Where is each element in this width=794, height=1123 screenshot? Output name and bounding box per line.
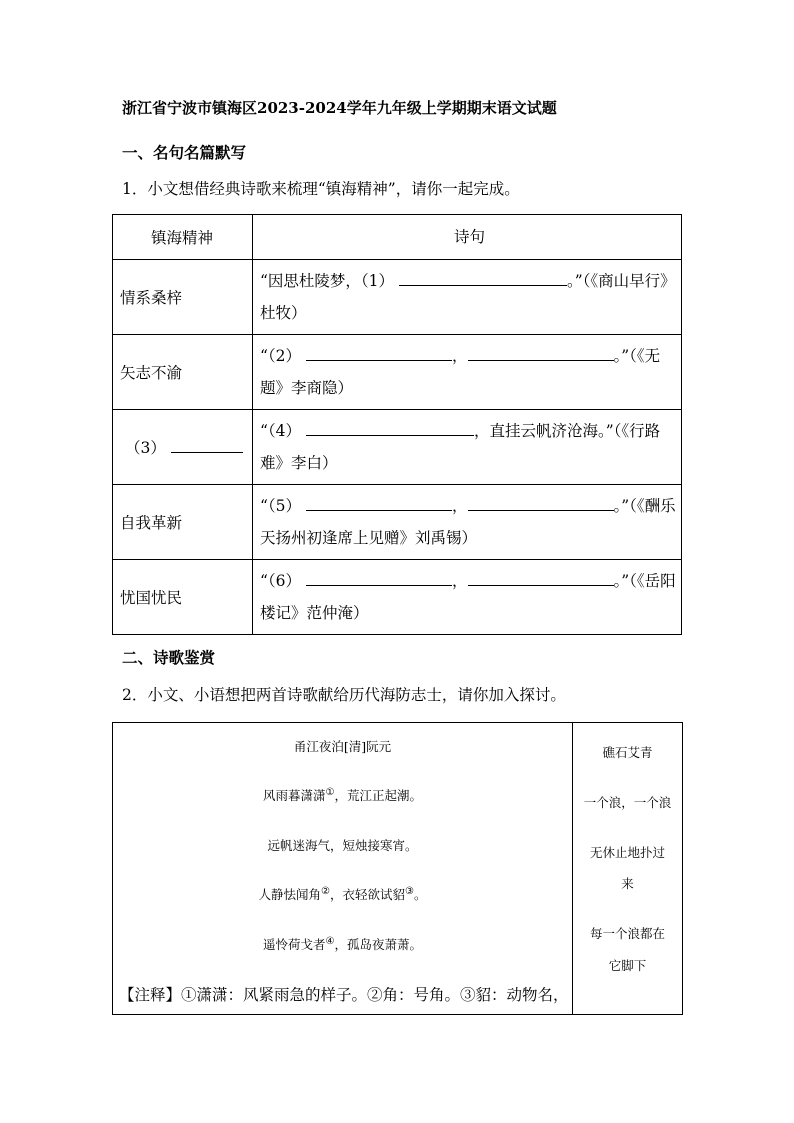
answer-blank-1[interactable]	[399, 269, 567, 286]
footnote-mark: ④	[325, 935, 335, 947]
footnote-mark: ②	[321, 885, 330, 897]
poem2-line: 来	[621, 876, 634, 891]
spirit-cell: 情系桑梓	[113, 260, 253, 335]
answer-blank-2b[interactable]	[468, 344, 614, 361]
answer-blank-4[interactable]	[306, 419, 474, 436]
verse-cell	[253, 260, 682, 335]
verse-separator: ，	[451, 572, 468, 590]
verse-cell	[253, 560, 682, 635]
poem1-line-text: ，孤岛夜萧萧。	[334, 937, 422, 952]
verse-suffix: ，直挂云帆济沧海。”（《行路难》李白）	[260, 422, 661, 472]
verse-prefix: “（2）	[260, 347, 302, 365]
poem1-line	[113, 786, 572, 804]
question-2: 2．小文、小语想把两首诗歌献给历代海防志士，请你加入探讨。	[122, 686, 566, 704]
verse-cell	[253, 335, 682, 410]
table-row	[113, 260, 682, 335]
poem1-note: 【注释】①潇潇：风紧雨急的样子。②角：号角。③貂：动物名，	[119, 986, 569, 1004]
verse-separator: ，	[451, 497, 468, 515]
verse-prefix: “（4）	[260, 422, 302, 440]
poem1-title: 甬江夜泊[清]阮元	[293, 739, 392, 754]
poem2-line: 每一个浪都在	[589, 926, 665, 941]
verse-cell	[253, 485, 682, 560]
verse-suffix: 。”（《无题》李商隐）	[260, 347, 661, 397]
poem2-title: 礁石艾青	[602, 745, 653, 760]
poem1-line-text: 远帆迷海气，短烛接寒宵。	[267, 838, 418, 853]
verse-suffix: 。”（《商山早行》杜牧）	[260, 272, 676, 322]
verse-cell	[253, 410, 682, 485]
spirit-cell: 自我革新	[113, 485, 253, 560]
section-heading-1: 一、名句名篇默写	[122, 143, 247, 162]
answer-blank-6a[interactable]	[306, 569, 452, 586]
poem1-line-text: 。	[413, 887, 427, 902]
poem1-line-text: 人静怯闻角	[258, 887, 322, 902]
poem1-line-text: 风雨暮潇潇	[263, 788, 326, 803]
poem2-line: 一个浪，一个浪	[583, 795, 672, 810]
poem1-line	[113, 836, 572, 854]
poem1-line	[113, 935, 572, 953]
verse-suffix: 。”（《酬乐天扬州初逢席上见赠》刘禹锡）	[260, 497, 676, 547]
question-1: 1．小文想借经典诗歌来梳理“镇海精神”，请你一起完成。	[122, 180, 520, 198]
footnote-mark: ①	[325, 786, 335, 798]
answer-blank-2a[interactable]	[306, 344, 452, 361]
answer-blank-3[interactable]	[171, 436, 243, 453]
spirit-label: （3）	[125, 439, 166, 457]
section-heading-2: 二、诗歌鉴赏	[122, 648, 216, 667]
table-header-verse: 诗句	[253, 215, 682, 260]
poem-comparison-box	[112, 722, 683, 1015]
poem2-line: 它脚下	[608, 958, 647, 973]
poem1-line-text: ，衣轻欲试貂	[329, 887, 405, 902]
poem1-line-text: ，荒江正起潮。	[334, 788, 422, 803]
table-header-spirit: 镇海精神	[113, 215, 253, 260]
poem1-line-text: 遥怜荷戈者	[263, 937, 326, 952]
verse-separator: ，	[451, 347, 468, 365]
poem1-line	[113, 885, 572, 903]
table-row	[113, 335, 682, 410]
answer-blank-6b[interactable]	[468, 569, 614, 586]
verse-prefix: “（5）	[260, 497, 302, 515]
page-title: 浙江省宁波市镇海区2023-2024学年九年级上学期期末语文试题	[122, 99, 557, 117]
verse-prefix: “因思杜陵梦，（1）	[260, 272, 395, 290]
footnote-mark: ③	[405, 885, 414, 897]
table-row	[113, 560, 682, 635]
verse-suffix: 。”（《岳阳楼记》范仲淹）	[260, 572, 676, 622]
answer-blank-5a[interactable]	[306, 494, 452, 511]
poem2-line: 无休止地扑过	[589, 845, 665, 860]
spirit-cell	[113, 410, 253, 485]
poetry-table	[112, 214, 682, 635]
spirit-cell: 忧国忧民	[113, 560, 253, 635]
table-row	[113, 485, 682, 560]
table-header-row	[113, 215, 682, 260]
table-row	[113, 410, 682, 485]
spirit-cell: 矢志不渝	[113, 335, 253, 410]
verse-prefix: “（6）	[260, 572, 302, 590]
answer-blank-5b[interactable]	[468, 494, 614, 511]
